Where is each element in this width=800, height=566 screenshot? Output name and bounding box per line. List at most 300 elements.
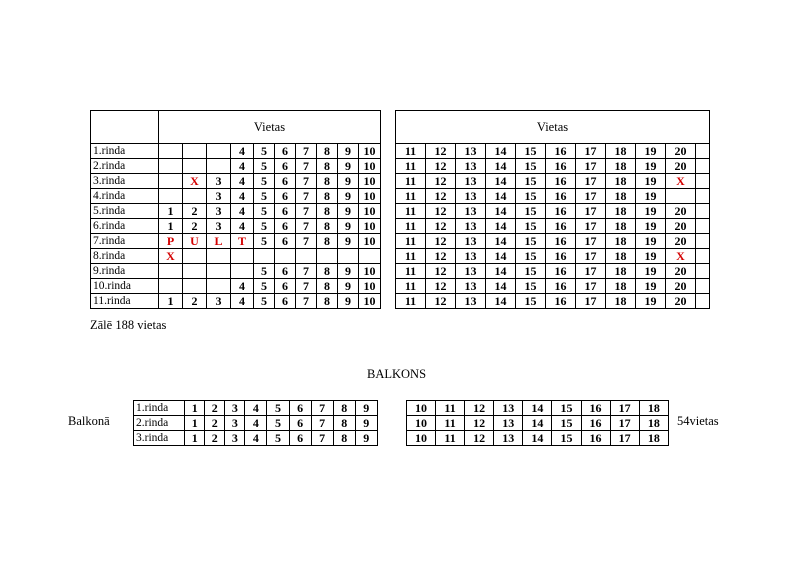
seat-cell: 9 — [338, 144, 359, 159]
seat-cell: 1 — [185, 416, 205, 431]
hall-row — [91, 174, 710, 189]
seat-cell: 12 — [465, 416, 494, 431]
seat-cell — [183, 279, 207, 294]
hall-header-left: Vietas — [159, 111, 381, 144]
row-label: 6.rinda — [91, 219, 159, 234]
seat-cell: 14 — [486, 189, 516, 204]
seat-cell: 12 — [426, 249, 456, 264]
seat-cell: 7 — [296, 264, 317, 279]
seat-cell: 17 — [576, 279, 606, 294]
seat-cell: 6 — [275, 234, 296, 249]
row-label: 3.rinda — [134, 431, 185, 446]
seat-cell: 14 — [523, 416, 552, 431]
seat-cell: 13 — [456, 294, 486, 309]
seat-cell: 9 — [355, 431, 377, 446]
hall-row — [91, 189, 710, 204]
seat-cell: 7 — [311, 431, 333, 446]
seat-cell — [207, 264, 231, 279]
seat-cell: 6 — [275, 219, 296, 234]
seat-cell: 6 — [275, 159, 296, 174]
seat-cell: 14 — [486, 144, 516, 159]
hall-row — [91, 279, 710, 294]
seat-cell: 15 — [516, 294, 546, 309]
seat-cell: 13 — [456, 264, 486, 279]
seat-cell: 3 — [225, 401, 245, 416]
seat-cell: 16 — [581, 431, 610, 446]
aisle-cell — [381, 174, 396, 189]
seat-cell: 3 — [225, 416, 245, 431]
aisle-cell — [381, 234, 396, 249]
seat-cell: P — [159, 234, 183, 249]
seat-cell: 8 — [333, 416, 355, 431]
aisle-cell — [381, 189, 396, 204]
seat-cell: 12 — [465, 431, 494, 446]
seat-cell: 9 — [338, 204, 359, 219]
row-label: 2.rinda — [134, 416, 185, 431]
seat-cell: 11 — [436, 416, 465, 431]
seat-cell: 16 — [546, 189, 576, 204]
seat-cell: 12 — [426, 294, 456, 309]
seat-cell: 3 — [207, 219, 231, 234]
seat-cell: 16 — [546, 294, 576, 309]
hall-capacity-caption: Zālē 188 vietas — [90, 318, 167, 332]
row-label: 3.rinda — [91, 174, 159, 189]
seat-cell: 14 — [486, 159, 516, 174]
seat-cell: 10 — [359, 294, 381, 309]
seat-cell: 13 — [456, 249, 486, 264]
hall-header-row — [91, 111, 710, 144]
seat-cell: 7 — [296, 279, 317, 294]
seat-cell: 8 — [317, 189, 338, 204]
seat-cell: L — [207, 234, 231, 249]
seat-cell: 6 — [275, 294, 296, 309]
seat-cell: 10 — [359, 144, 381, 159]
seat-cell: 17 — [610, 416, 639, 431]
seat-cell: 10 — [359, 189, 381, 204]
seat-cell: 7 — [311, 401, 333, 416]
seat-cell: 15 — [516, 174, 546, 189]
seat-cell: 7 — [296, 294, 317, 309]
seat-cell: 18 — [606, 189, 636, 204]
seat-cell: 18 — [606, 204, 636, 219]
seat-cell: 7 — [296, 144, 317, 159]
seat-cell: 1 — [185, 431, 205, 446]
seat-cell: 7 — [296, 174, 317, 189]
aisle-cell — [377, 431, 406, 446]
seat-cell: 8 — [317, 219, 338, 234]
seat-cell: 8 — [333, 431, 355, 446]
seat-cell: 6 — [275, 204, 296, 219]
seat-cell: 20 — [666, 144, 696, 159]
seat-cell: 15 — [516, 159, 546, 174]
seat-cell: 10 — [359, 264, 381, 279]
aisle-cell — [377, 401, 406, 416]
aisle-cell — [381, 294, 396, 309]
seat-cell: 14 — [486, 264, 516, 279]
seat-cell: 5 — [254, 279, 275, 294]
seat-cell: 10 — [359, 204, 381, 219]
seat-cell: 18 — [606, 249, 636, 264]
seat-cell: 2 — [205, 416, 225, 431]
seat-cell: 9 — [355, 401, 377, 416]
trailing-cell — [696, 234, 710, 249]
seat-cell: 8 — [317, 159, 338, 174]
seat-cell: 8 — [317, 174, 338, 189]
seat-cell: U — [183, 234, 207, 249]
aisle-cell — [381, 249, 396, 264]
seat-cell: 13 — [456, 234, 486, 249]
seat-cell: 2 — [183, 294, 207, 309]
seat-cell: 19 — [636, 189, 666, 204]
seat-cell: 1 — [159, 204, 183, 219]
seat-cell: 4 — [245, 416, 267, 431]
trailing-cell — [696, 144, 710, 159]
seat-cell: 18 — [606, 294, 636, 309]
seat-cell: 5 — [267, 401, 289, 416]
seat-cell: 13 — [494, 431, 523, 446]
seat-cell: 13 — [456, 219, 486, 234]
hall-header-corner — [91, 111, 159, 144]
seat-cell: 15 — [516, 234, 546, 249]
hall-row — [91, 219, 710, 234]
seat-cell: 13 — [494, 401, 523, 416]
seat-cell: 4 — [245, 431, 267, 446]
aisle-cell — [377, 416, 406, 431]
seat-cell: 14 — [523, 401, 552, 416]
seat-cell: 16 — [546, 144, 576, 159]
seat-cell — [207, 159, 231, 174]
seat-cell: 15 — [516, 279, 546, 294]
seat-cell: 5 — [254, 219, 275, 234]
seat-cell: 9 — [338, 234, 359, 249]
seat-cell: 15 — [516, 204, 546, 219]
seat-cell — [159, 279, 183, 294]
seat-cell: 16 — [546, 249, 576, 264]
seat-cell: 10 — [359, 174, 381, 189]
seat-cell: 10 — [406, 416, 435, 431]
seat-cell: 15 — [552, 401, 581, 416]
seat-cell: 9 — [338, 189, 359, 204]
seat-cell: 6 — [289, 431, 311, 446]
seat-cell: X — [666, 249, 696, 264]
aisle-cell — [381, 219, 396, 234]
seat-cell: 10 — [359, 279, 381, 294]
seat-cell: X — [666, 174, 696, 189]
seat-cell: 11 — [396, 264, 426, 279]
seat-cell: 14 — [523, 431, 552, 446]
seat-cell: 17 — [610, 431, 639, 446]
seat-cell — [159, 264, 183, 279]
seat-cell: 13 — [456, 144, 486, 159]
seat-cell: 4 — [245, 401, 267, 416]
hall-row — [91, 249, 710, 264]
seat-cell: 7 — [296, 204, 317, 219]
trailing-cell — [696, 279, 710, 294]
seat-cell: 2 — [205, 431, 225, 446]
row-label: 2.rinda — [91, 159, 159, 174]
seat-cell: 8 — [317, 294, 338, 309]
seat-cell: 6 — [275, 174, 296, 189]
seat-cell: 12 — [426, 279, 456, 294]
seat-cell — [207, 144, 231, 159]
hall-seating-table — [90, 110, 710, 309]
seat-cell: 5 — [254, 264, 275, 279]
seat-cell: 16 — [546, 279, 576, 294]
seat-cell: 7 — [311, 416, 333, 431]
aisle-cell — [381, 279, 396, 294]
seat-cell: 14 — [486, 174, 516, 189]
seat-cell: 20 — [666, 279, 696, 294]
trailing-cell — [696, 174, 710, 189]
seat-cell — [231, 249, 254, 264]
seat-cell: 12 — [426, 189, 456, 204]
seat-cell: 11 — [396, 174, 426, 189]
seat-cell: 14 — [486, 294, 516, 309]
seat-cell: 15 — [516, 189, 546, 204]
seat-cell: 11 — [396, 219, 426, 234]
balcony-row — [134, 431, 669, 446]
seat-cell: 5 — [254, 174, 275, 189]
seat-cell: 9 — [338, 264, 359, 279]
seat-cell: 18 — [639, 416, 668, 431]
seat-cell: 8 — [317, 234, 338, 249]
row-label: 11.rinda — [91, 294, 159, 309]
seat-cell: 3 — [207, 294, 231, 309]
seat-cell — [275, 249, 296, 264]
seat-cell: 5 — [254, 294, 275, 309]
seat-cell: 1 — [159, 294, 183, 309]
seat-cell: 17 — [576, 204, 606, 219]
seat-cell: 19 — [636, 174, 666, 189]
seat-cell: 18 — [606, 219, 636, 234]
seat-cell: 17 — [576, 174, 606, 189]
seat-cell: 13 — [456, 204, 486, 219]
seat-cell: 19 — [636, 279, 666, 294]
hall-row — [91, 159, 710, 174]
seat-cell: 8 — [317, 204, 338, 219]
seat-cell: 16 — [581, 416, 610, 431]
seat-cell: 4 — [231, 204, 254, 219]
seat-cell: 4 — [231, 144, 254, 159]
hall-row — [91, 264, 710, 279]
seat-cell: 3 — [207, 174, 231, 189]
seat-cell — [231, 264, 254, 279]
seat-cell: 11 — [396, 279, 426, 294]
seat-cell: 2 — [183, 219, 207, 234]
seat-cell: 15 — [516, 264, 546, 279]
seat-cell: 12 — [426, 234, 456, 249]
row-label: 4.rinda — [91, 189, 159, 204]
seat-cell — [183, 159, 207, 174]
seat-cell: 12 — [426, 219, 456, 234]
seat-cell: 20 — [666, 294, 696, 309]
seat-cell — [183, 189, 207, 204]
row-label: 1.rinda — [134, 401, 185, 416]
seat-cell: 20 — [666, 234, 696, 249]
seat-cell: 7 — [296, 234, 317, 249]
seat-cell: 7 — [296, 159, 317, 174]
seat-cell — [183, 144, 207, 159]
seat-cell: 14 — [486, 249, 516, 264]
seat-cell: 8 — [317, 144, 338, 159]
seat-cell: 4 — [231, 159, 254, 174]
seat-cell: 15 — [516, 249, 546, 264]
seat-cell: T — [231, 234, 254, 249]
seat-cell: 17 — [576, 294, 606, 309]
seat-cell: 5 — [254, 234, 275, 249]
seat-cell: 10 — [406, 431, 435, 446]
seat-cell: 12 — [426, 174, 456, 189]
seat-cell — [207, 279, 231, 294]
seat-cell: 19 — [636, 264, 666, 279]
seat-cell: 16 — [546, 159, 576, 174]
seat-cell: 12 — [426, 204, 456, 219]
trailing-cell — [696, 159, 710, 174]
seat-cell — [159, 189, 183, 204]
seat-cell: 19 — [636, 204, 666, 219]
seat-cell: 17 — [576, 159, 606, 174]
seat-cell: 8 — [333, 401, 355, 416]
seat-cell: 7 — [296, 219, 317, 234]
seat-cell: 9 — [338, 174, 359, 189]
seat-cell: 16 — [546, 204, 576, 219]
balcony-title: BALKONS — [367, 367, 427, 381]
seat-cell: 16 — [581, 401, 610, 416]
seat-cell: 15 — [516, 144, 546, 159]
seat-cell: 9 — [338, 159, 359, 174]
seat-cell: 11 — [436, 431, 465, 446]
seat-cell: 11 — [396, 144, 426, 159]
seat-cell: 2 — [205, 401, 225, 416]
seat-cell: 18 — [606, 234, 636, 249]
balcony-row — [134, 416, 669, 431]
seat-cell: 6 — [275, 144, 296, 159]
seat-cell: 17 — [576, 189, 606, 204]
aisle-cell — [381, 264, 396, 279]
seat-cell — [666, 189, 696, 204]
seat-cell: 8 — [317, 279, 338, 294]
balcony-row — [134, 401, 669, 416]
seat-cell: 17 — [576, 219, 606, 234]
seat-cell: 17 — [610, 401, 639, 416]
seat-cell: 18 — [639, 401, 668, 416]
seat-cell: 19 — [636, 294, 666, 309]
seat-cell: 10 — [359, 219, 381, 234]
seat-cell: 12 — [426, 144, 456, 159]
aisle-cell — [381, 204, 396, 219]
hall-aisle — [381, 111, 396, 144]
seat-cell: 10 — [359, 159, 381, 174]
seat-cell — [317, 249, 338, 264]
seat-cell — [159, 174, 183, 189]
seat-cell: 5 — [254, 204, 275, 219]
row-label: 10.rinda — [91, 279, 159, 294]
seat-cell: 9 — [338, 219, 359, 234]
seat-cell: 18 — [606, 159, 636, 174]
seat-cell — [207, 249, 231, 264]
balcony-capacity-label: 54vietas — [677, 414, 719, 428]
seat-cell: 12 — [426, 159, 456, 174]
seat-cell: 19 — [636, 159, 666, 174]
row-label: 7.rinda — [91, 234, 159, 249]
seat-cell: 20 — [666, 264, 696, 279]
trailing-cell — [696, 219, 710, 234]
row-label: 8.rinda — [91, 249, 159, 264]
seat-cell: X — [183, 174, 207, 189]
aisle-cell — [381, 144, 396, 159]
seat-cell: 13 — [456, 174, 486, 189]
seat-cell: 5 — [254, 144, 275, 159]
seat-cell: 14 — [486, 279, 516, 294]
seat-cell: 13 — [456, 279, 486, 294]
seat-cell — [296, 249, 317, 264]
seat-cell — [183, 249, 207, 264]
seat-cell: 16 — [546, 264, 576, 279]
seat-cell: 19 — [636, 249, 666, 264]
seat-cell: 18 — [606, 144, 636, 159]
seat-cell: 18 — [606, 174, 636, 189]
seat-cell: 5 — [267, 431, 289, 446]
seat-cell: 8 — [317, 264, 338, 279]
seat-cell: 20 — [666, 159, 696, 174]
seat-cell: 4 — [231, 219, 254, 234]
seat-cell: 15 — [552, 416, 581, 431]
seat-cell: 9 — [338, 294, 359, 309]
hall-row — [91, 234, 710, 249]
seat-cell: 12 — [426, 264, 456, 279]
seat-cell: 5 — [267, 416, 289, 431]
aisle-cell — [381, 159, 396, 174]
trailing-cell — [696, 249, 710, 264]
seat-cell: 4 — [231, 189, 254, 204]
seat-cell: 14 — [486, 234, 516, 249]
seat-cell — [159, 144, 183, 159]
seat-cell: 1 — [185, 401, 205, 416]
seat-cell — [338, 249, 359, 264]
seat-cell: 18 — [606, 279, 636, 294]
seat-cell: 7 — [296, 189, 317, 204]
trailing-cell — [696, 189, 710, 204]
seat-cell: 11 — [436, 401, 465, 416]
seat-cell: 10 — [359, 234, 381, 249]
seat-cell — [159, 159, 183, 174]
seat-cell: 13 — [456, 189, 486, 204]
seat-cell: 14 — [486, 219, 516, 234]
seat-cell: 19 — [636, 234, 666, 249]
seat-cell: 13 — [456, 159, 486, 174]
seat-cell: 6 — [275, 279, 296, 294]
hall-row — [91, 204, 710, 219]
balcony-seating-table — [133, 400, 669, 446]
seat-cell: 3 — [225, 431, 245, 446]
seat-cell: 5 — [254, 159, 275, 174]
seat-cell: 13 — [494, 416, 523, 431]
seat-cell: 6 — [275, 264, 296, 279]
seat-cell: 17 — [576, 144, 606, 159]
seat-cell: 19 — [636, 219, 666, 234]
seat-cell: 11 — [396, 189, 426, 204]
seat-cell: 3 — [207, 189, 231, 204]
seat-cell: 9 — [338, 279, 359, 294]
seat-cell: 18 — [606, 264, 636, 279]
seat-cell: 1 — [159, 219, 183, 234]
seat-cell: 19 — [636, 144, 666, 159]
hall-header-right: Vietas — [396, 111, 710, 144]
seat-cell: 20 — [666, 204, 696, 219]
seat-cell: 12 — [465, 401, 494, 416]
seat-cell: 4 — [231, 174, 254, 189]
seat-cell: 17 — [576, 234, 606, 249]
